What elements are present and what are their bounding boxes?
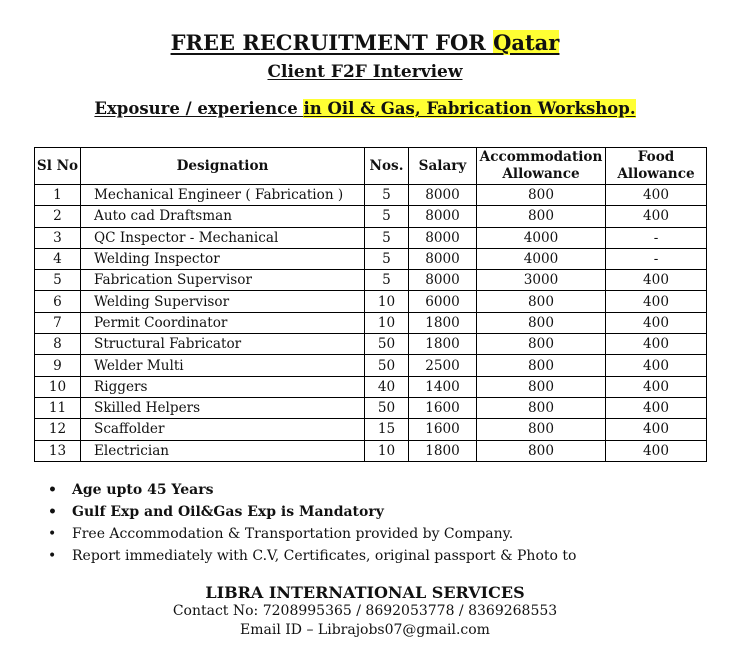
cell-accommodation: 800 xyxy=(477,376,606,397)
contact-numbers: Contact No: 7208995365 / 8692053778 / 8369268553 xyxy=(172,603,558,619)
company-name: LIBRA INTERNATIONAL SERVICES xyxy=(205,583,525,602)
cell-sl: 12 xyxy=(35,419,81,440)
cell-food: 400 xyxy=(606,355,707,376)
cell-nos: 40 xyxy=(365,376,409,397)
cell-food: 400 xyxy=(606,206,707,227)
cell-food: 400 xyxy=(606,397,707,418)
cell-designation: Electrician xyxy=(81,440,365,461)
cell-nos: 50 xyxy=(365,355,409,376)
table-row xyxy=(35,312,707,333)
header-nos: Nos. xyxy=(365,148,409,185)
cell-nos: 50 xyxy=(365,334,409,355)
cell-salary: 8000 xyxy=(409,270,477,291)
contact-email: Email ID – Librajobs07@gmail.com xyxy=(240,622,490,638)
cell-food: 400 xyxy=(606,185,707,206)
list-item xyxy=(48,545,576,567)
vacancy-table xyxy=(34,147,707,462)
cell-sl: 13 xyxy=(35,440,81,461)
cell-sl: 4 xyxy=(35,248,81,269)
cell-sl: 3 xyxy=(35,227,81,248)
cell-salary: 6000 xyxy=(409,291,477,312)
table-row xyxy=(35,440,707,461)
exposure-highlight: in Oil & Gas, Fabrication Workshop. xyxy=(303,99,636,118)
cell-designation: QC Inspector - Mechanical xyxy=(81,227,365,248)
cell-salary: 1800 xyxy=(409,312,477,333)
cell-accommodation: 3000 xyxy=(477,270,606,291)
cell-designation: Welder Multi xyxy=(81,355,365,376)
cell-nos: 50 xyxy=(365,397,409,418)
page-title xyxy=(0,30,730,55)
table-row xyxy=(35,355,707,376)
cell-salary: 1600 xyxy=(409,419,477,440)
cell-salary: 1400 xyxy=(409,376,477,397)
table-row xyxy=(35,291,707,312)
list-item-text: Report immediately with C.V, Certificates, original passport & Photo to xyxy=(72,548,577,564)
cell-designation: Auto cad Draftsman xyxy=(81,206,365,227)
bullet-icon: • xyxy=(48,548,57,564)
cell-nos: 5 xyxy=(365,227,409,248)
list-item xyxy=(48,479,576,501)
table-row xyxy=(35,185,707,206)
table-row xyxy=(35,270,707,291)
list-item-text: Gulf Exp and Oil&Gas Exp is Mandatory xyxy=(72,504,384,520)
cell-sl: 9 xyxy=(35,355,81,376)
table-row xyxy=(35,248,707,269)
cell-designation: Skilled Helpers xyxy=(81,397,365,418)
cell-food: 400 xyxy=(606,419,707,440)
cell-nos: 10 xyxy=(365,312,409,333)
cell-salary: 8000 xyxy=(409,185,477,206)
cell-sl: 2 xyxy=(35,206,81,227)
cell-accommodation: 800 xyxy=(477,185,606,206)
cell-nos: 5 xyxy=(365,185,409,206)
cell-nos: 5 xyxy=(365,206,409,227)
cell-sl: 5 xyxy=(35,270,81,291)
cell-designation: Fabrication Supervisor xyxy=(81,270,365,291)
cell-accommodation: 4000 xyxy=(477,227,606,248)
cell-food: - xyxy=(606,248,707,269)
header-salary: Salary xyxy=(409,148,477,185)
cell-salary: 8000 xyxy=(409,227,477,248)
cell-accommodation: 4000 xyxy=(477,248,606,269)
bullet-icon: • xyxy=(48,504,57,520)
cell-salary: 1800 xyxy=(409,334,477,355)
cell-salary: 8000 xyxy=(409,206,477,227)
cell-accommodation: 800 xyxy=(477,397,606,418)
cell-designation: Mechanical Engineer ( Fabrication ) xyxy=(81,185,365,206)
cell-nos: 5 xyxy=(365,270,409,291)
table-body xyxy=(35,185,707,462)
cell-sl: 10 xyxy=(35,376,81,397)
cell-sl: 6 xyxy=(35,291,81,312)
cell-food: 400 xyxy=(606,376,707,397)
cell-nos: 5 xyxy=(365,248,409,269)
cell-food: 400 xyxy=(606,334,707,355)
cell-accommodation: 800 xyxy=(477,334,606,355)
list-item-text: Free Accommodation & Transportation provided by Company. xyxy=(72,526,514,542)
table-row xyxy=(35,419,707,440)
cell-sl: 8 xyxy=(35,334,81,355)
cell-accommodation: 800 xyxy=(477,291,606,312)
cell-accommodation: 800 xyxy=(477,355,606,376)
title-prefix: FREE RECRUITMENT FOR xyxy=(170,30,494,55)
cell-designation: Permit Coordinator xyxy=(81,312,365,333)
cell-designation: Welding Inspector xyxy=(81,248,365,269)
cell-designation: Structural Fabricator xyxy=(81,334,365,355)
cell-accommodation: 800 xyxy=(477,312,606,333)
cell-accommodation: 800 xyxy=(477,419,606,440)
cell-accommodation: 800 xyxy=(477,206,606,227)
table-row xyxy=(35,206,707,227)
cell-designation: Welding Supervisor xyxy=(81,291,365,312)
list-item xyxy=(48,523,576,545)
table-row xyxy=(35,397,707,418)
cell-sl: 7 xyxy=(35,312,81,333)
list-item-text: Age upto 45 Years xyxy=(72,482,214,498)
cell-food: - xyxy=(606,227,707,248)
table-row xyxy=(35,334,707,355)
cell-sl: 1 xyxy=(35,185,81,206)
cell-nos: 10 xyxy=(365,291,409,312)
list-item xyxy=(48,501,576,523)
cell-nos: 10 xyxy=(365,440,409,461)
cell-accommodation: 800 xyxy=(477,440,606,461)
header-food: Food Allowance xyxy=(606,148,707,185)
cell-salary: 8000 xyxy=(409,248,477,269)
cell-food: 400 xyxy=(606,270,707,291)
table-header-row xyxy=(35,148,707,185)
cell-designation: Riggers xyxy=(81,376,365,397)
cell-salary: 2500 xyxy=(409,355,477,376)
header-accommodation: Accommodation Allowance xyxy=(477,148,606,185)
title-country: Qatar xyxy=(493,30,560,55)
cell-nos: 15 xyxy=(365,419,409,440)
bullet-icon: • xyxy=(48,526,57,542)
cell-food: 400 xyxy=(606,291,707,312)
cell-designation: Scaffolder xyxy=(81,419,365,440)
bullet-icon: • xyxy=(48,482,57,498)
table-row xyxy=(35,227,707,248)
cell-food: 400 xyxy=(606,440,707,461)
header-sl: Sl No xyxy=(35,148,81,185)
cell-salary: 1600 xyxy=(409,397,477,418)
table-row xyxy=(35,376,707,397)
exposure-line xyxy=(0,99,730,118)
cell-food: 400 xyxy=(606,312,707,333)
cell-salary: 1800 xyxy=(409,440,477,461)
exposure-prefix: Exposure / experience xyxy=(94,99,304,118)
subtitle: Client F2F Interview xyxy=(267,62,463,82)
cell-sl: 11 xyxy=(35,397,81,418)
requirements-list xyxy=(48,479,576,567)
header-designation: Designation xyxy=(81,148,365,185)
